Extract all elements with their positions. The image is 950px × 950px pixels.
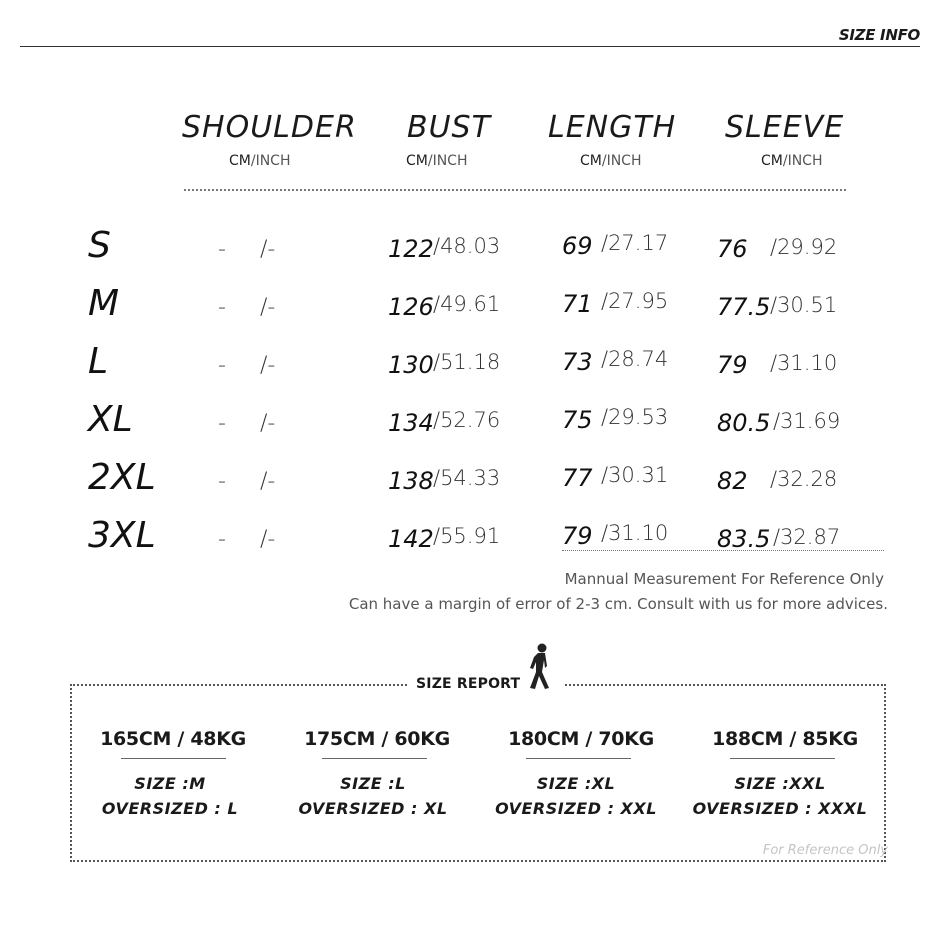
shoulder-inch: /- [260, 237, 276, 262]
length-inch: /31.10 [601, 521, 669, 545]
size-label: M [88, 283, 120, 324]
unit-label-bust: CM/INCH [406, 153, 468, 169]
page-title: SIZE INFO [838, 26, 920, 44]
sleeve-inch: /31.69 [773, 409, 841, 433]
sleeve-cm: 76 [717, 235, 748, 263]
bust-cm: 134 [388, 409, 434, 437]
model-stats-underline [730, 758, 835, 759]
bust-cm: 122 [388, 235, 434, 263]
walking-person-icon [527, 642, 553, 692]
model-oversized: OVERSIZED : XXXL [692, 799, 868, 818]
size-label: XL [88, 399, 133, 440]
length-cm: 75 [562, 406, 593, 434]
bust-inch: /48.03 [433, 234, 501, 258]
length-inch: /30.31 [601, 463, 669, 487]
table-dotted-divider [562, 550, 884, 551]
bust-cm: 126 [388, 293, 434, 321]
shoulder-cm: - [218, 237, 226, 262]
shoulder-inch: /- [260, 469, 276, 494]
length-cm: 69 [562, 232, 593, 260]
size-label: S [88, 225, 111, 266]
bust-inch: /49.61 [433, 292, 501, 316]
model-stats: 180CM / 70KG [508, 728, 654, 750]
size-label: 2XL [88, 457, 156, 498]
bust-inch: /52.76 [433, 408, 501, 432]
bust-inch: /54.33 [433, 466, 501, 490]
column-header-shoulder: SHOULDER [182, 110, 357, 145]
margin-note: Can have a margin of error of 2-3 cm. Consult with us for more advices. [348, 595, 888, 613]
shoulder-cm: - [218, 469, 226, 494]
model-stats-underline [121, 758, 226, 759]
model-stats: 188CM / 85KG [712, 728, 858, 750]
shoulder-inch: /- [260, 295, 276, 320]
reference-footnote: For Reference Only [762, 843, 888, 858]
model-size: SIZE :L [340, 774, 406, 793]
size-report-box [70, 684, 886, 862]
shoulder-inch: /- [260, 411, 276, 436]
length-cm: 71 [562, 290, 593, 318]
column-header-sleeve: SLEEVE [725, 110, 845, 145]
model-size: SIZE :M [134, 774, 206, 793]
unit-label-sleeve: CM/INCH [761, 153, 823, 169]
header-divider [20, 46, 920, 47]
sleeve-cm: 80.5 [717, 409, 771, 437]
length-cm: 77 [562, 464, 593, 492]
unit-label-shoulder: CM/INCH [229, 153, 291, 169]
bust-cm: 138 [388, 467, 434, 495]
shoulder-cm: - [218, 295, 226, 320]
model-size: SIZE :XL [536, 774, 616, 793]
model-oversized: OVERSIZED : L [101, 799, 239, 818]
column-header-length: LENGTH [548, 110, 677, 145]
length-inch: /28.74 [601, 347, 669, 371]
model-stats: 175CM / 60KG [304, 728, 450, 750]
length-cm: 73 [562, 348, 593, 376]
shoulder-cm: - [218, 527, 226, 552]
length-inch: /27.17 [601, 231, 669, 255]
sleeve-inch: /30.51 [770, 293, 838, 317]
sleeve-inch: /31.10 [770, 351, 838, 375]
size-label: L [88, 341, 109, 382]
model-stats: 165CM / 48KG [100, 728, 246, 750]
shoulder-cm: - [218, 353, 226, 378]
column-header-bust: BUST [407, 110, 491, 145]
model-stats-underline [322, 758, 427, 759]
length-inch: /27.95 [601, 289, 669, 313]
shoulder-inch: /- [260, 527, 276, 552]
size-report-title: SIZE REPORT [416, 676, 521, 692]
model-size: SIZE :XXL [734, 774, 826, 793]
length-cm: 79 [562, 522, 593, 550]
bust-inch: /55.91 [433, 524, 501, 548]
unit-label-length: CM/INCH [580, 153, 642, 169]
shoulder-cm: - [218, 411, 226, 436]
sleeve-cm: 82 [717, 467, 748, 495]
measurement-note: Mannual Measurement For Reference Only [564, 570, 884, 588]
model-stats-underline [526, 758, 631, 759]
bust-inch: /51.18 [433, 350, 501, 374]
size-label: 3XL [88, 515, 156, 556]
model-oversized: OVERSIZED : XL [298, 799, 448, 818]
sleeve-cm: 79 [717, 351, 748, 379]
model-oversized: OVERSIZED : XXL [495, 799, 657, 818]
bust-cm: 142 [388, 525, 434, 553]
sleeve-cm: 83.5 [717, 525, 771, 553]
sleeve-inch: /32.28 [770, 467, 838, 491]
header-dotted-divider [184, 189, 846, 191]
shoulder-inch: /- [260, 353, 276, 378]
sleeve-inch: /29.92 [770, 235, 838, 259]
sleeve-cm: 77.5 [717, 293, 771, 321]
length-inch: /29.53 [601, 405, 669, 429]
bust-cm: 130 [388, 351, 434, 379]
sleeve-inch: /32.87 [773, 525, 841, 549]
